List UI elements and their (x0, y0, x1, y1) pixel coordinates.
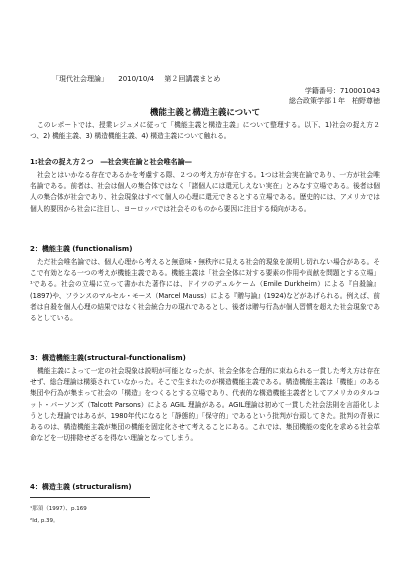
section-heading-1: 1:社会の捉え方２つ ―社会実在論と社会唯名論― (30, 158, 192, 166)
document-header (52, 74, 372, 84)
footnote-1: ¹那須（1997）、p.169 (30, 506, 87, 512)
section-text-3: 機能主義によって一定の社会現象は説明が可能となったが、社会全体を合理的に束ねられる一貫した考え方は存在せず、総合理論は構築されていなかった。そこで生まれたのが構造機能主義である。構造機能主義は「機能」のある集団や行為が集まって社会の「構造」をつくるとする立場であり、代表的な構造機能主義者としてアメリカのタルコット・パーソンズ（Talcott Parsons）による AGIL 理論がある。AGIL理論は初めて一貫した社会法則を言語化しようとした理論ではあるが、1980年代になると「静態的」「保守的」であるという批判が台頭してきた。批判の背景にあるのは、構造機能主義が集団の機能を固定化させて考えることにある。これでは、集団機能の変化を求める社会革命などを一切排除せざるを得ない理論となってしまう。 (30, 367, 380, 443)
intro-paragraph (30, 120, 380, 142)
lecture-date: 2010/10/4 (118, 75, 155, 83)
section-body-1 (30, 170, 380, 215)
section-text-2: ただ社会唯名論では、個人心理から考えると無意味・無秩序に見える社会的現象を説明し切れない場合がある。そこで有効となる一つの考えが機能主義である。機能主義は「社会全体に対する要素の作用や貢献を問題とする立場」¹である。社会の立場に立って書かれた著作には、ドイツのデュルケーム（Emile Durkheim）による『自殺論』(1897)や、フランスのマルセル・モース（Marcel Mauss）による『贈与論』(1924)などがあげられる。例えば、前者は自殺を個人心理の結果ではなく社会統合力の現れであるとし、後者は贈与行為が個人習慣を超えた社会現象であるとしている。 (30, 258, 380, 323)
author-affiliation: 総合政策学部１年 柏野尊徳 (289, 97, 380, 105)
intro-text: このレポートでは、授業レジュメに従って「機能主義と構造主義」について整理する。以下、1)社会の捉え方２つ、2) 機能主義、3) 構造機能主義、4) 構造主義について触れる。 (30, 121, 380, 141)
section-text-1: 社会とはいかなる存在であるかを考慮する際、２つの考え方が存在する。1つは社会実在論であり、一方が社会唯名論である。前者は、社会は個人の集合体ではなく「諸個人には還元しえない実在」とみなす立場である。後者は個人の集合体が社会であり、社会現象はすべて個人の心理に還元できるとする立場である。歴史的には、アメリカでは個人的要因から社会に注目し、ヨーロッパでは社会そのものから要因に注目する傾向がある。 (30, 171, 380, 213)
section-heading-2: 2：機能主義 (functionalism) (30, 245, 133, 253)
section-heading-4: 4：構造主義 (structuralism) (30, 483, 132, 491)
footnote-2: ²Id, p.39。 (30, 518, 59, 524)
footnote-divider (30, 497, 150, 498)
document-title: 機能主義と構造主義について (149, 108, 261, 118)
student-id: 学籍番号：710001043 (304, 87, 380, 95)
course-name: 「現代社会理論」 (52, 75, 108, 83)
section-body-2 (30, 257, 380, 324)
section-body-3 (30, 366, 380, 444)
section-heading-3: 3：構造機能主義(structural-functionalism) (30, 354, 186, 362)
session-label: 第２回講義まとめ (164, 75, 221, 83)
